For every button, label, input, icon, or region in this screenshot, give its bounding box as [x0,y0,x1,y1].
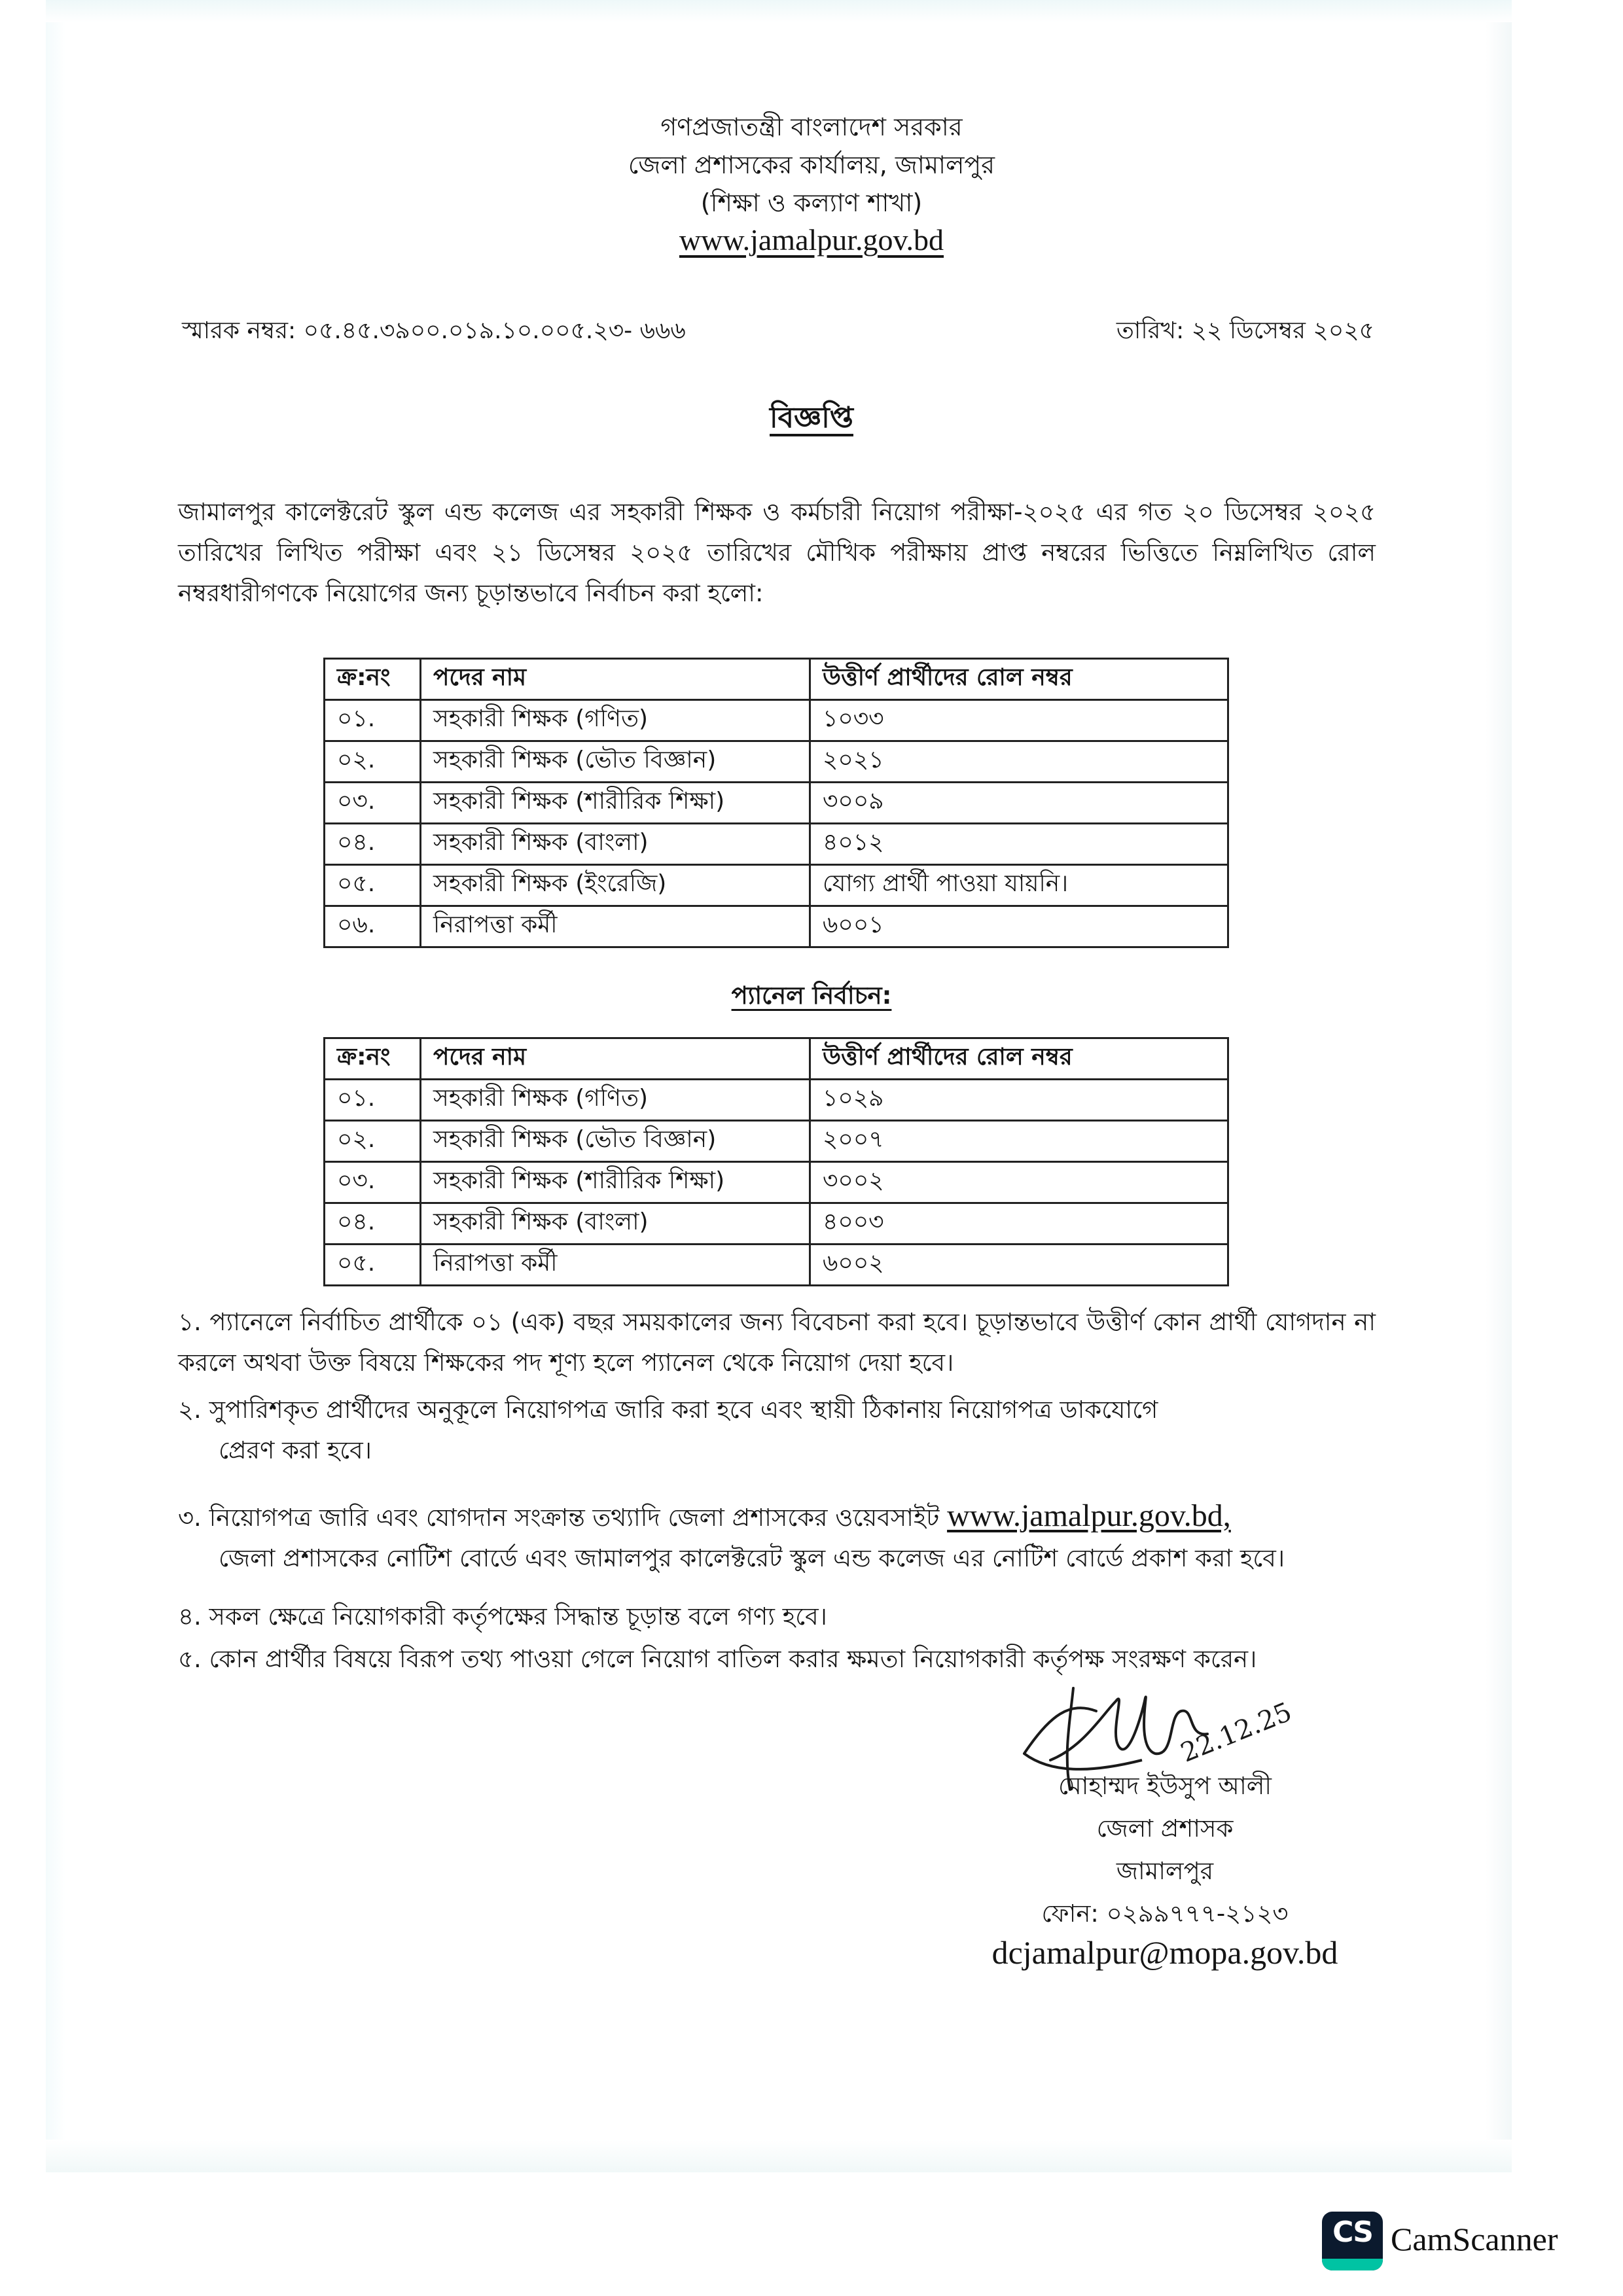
serial-cell: ০২. [325,1121,421,1162]
column-header-post: পদের নাম [421,659,810,700]
serial-cell: ০৪. [325,1203,421,1245]
serial-cell: ০৩. [325,1162,421,1203]
column-header-roll: উত্তীর্ণ প্রার্থীদের রোল নম্বর [810,1038,1228,1080]
intro-paragraph: জামালপুর কালেক্টরেট স্কুল এন্ড কলেজ এর সহকারী শিক্ষক ও কর্মচারী নিয়োগ পরীক্ষা-২০২৫ এর গত ২০ ডিসেম্বর ২০২৫ তারিখের লিখিত পরীক্ষা এবং ২১ ডিসেম্বর ২০২৫ তারিখের মৌখিক পরীক্ষায় প্রাপ্ত নম্বরের ভিত্তিতে নিম্নলিখিত রোল নম্বরধারীগণকে নিয়োগের জন্য চূড়ান্তভাবে নির্বাচন করা হলো: [178,498,1376,607]
note-2-line-1: ২. সুপারিশকৃত প্রার্থীদের অনুকূলে নিয়োগপত্র জারি করা হবে এবং স্থায়ী ঠিকানায় নিয়োগপত্র ডাকযোগে [178,1396,1158,1424]
roll-cell-no-candidate: যোগ্য প্রার্থী পাওয়া যায়নি। [810,865,1228,906]
serial-cell: ০৪. [325,824,421,865]
note-2-line-2: প্রেরণ করা হবে। [219,1436,372,1464]
signature-date: 22.12.25 [1176,1697,1296,1769]
roll-cell: ৩০০৯ [810,783,1228,824]
note-3-line-1 [178,1496,1376,1538]
table-row [325,1203,1228,1245]
column-header-roll: উত্তীর্ণ প্রার্থীদের রোল নম্বর [810,659,1228,700]
post-cell: সহকারী শিক্ষক (ভৌত বিজ্ঞান) [421,1121,810,1162]
post-cell: নিরাপত্তা কর্মী [421,1245,810,1286]
table-row [325,1162,1228,1203]
serial-cell: ০২. [325,741,421,783]
post-cell: সহকারী শিক্ষক (ভৌত বিজ্ঞান) [421,741,810,783]
table-row [325,1080,1228,1121]
post-cell: সহকারী শিক্ষক (গণিত) [421,700,810,741]
header-office: জেলা প্রশাসকের কার্যালয়, জামালপুর [628,150,995,179]
note-2 [178,1390,1376,1471]
signatory-name: মোহাম্মদ ইউসুপ আলী [1058,1772,1272,1800]
header-government: গণপ্রজাতন্ত্রী বাংলাদেশ সরকার [660,113,963,141]
notice-title: বিজ্ঞপ্তি [770,401,853,434]
roll-cell: ২০০৭ [810,1121,1228,1162]
post-cell: সহকারী শিক্ষক (গণিত) [421,1080,810,1121]
table-row [325,783,1228,824]
camscanner-logo-accent [1322,2259,1383,2270]
serial-cell: ০১. [325,1080,421,1121]
table-row [325,1121,1228,1162]
final-selection-table [323,658,1229,948]
column-header-serial: ক্র:নং [325,1038,421,1080]
roll-cell: ৪০১২ [810,824,1228,865]
signatory-designation: জেলা প্রশাসক [1096,1814,1234,1843]
note-3-line-2: জেলা প্রশাসকের নোটিশ বোর্ডে এবং জামালপুর কালেক্টরেট স্কুল এন্ড কলেজ এর নোটিশ বোর্ডে প্রকাশ করা হবে। [219,1544,1285,1572]
camscanner-logo-text: CS [1332,2216,1372,2249]
post-cell: সহকারী শিক্ষক (ইংরেজি) [421,865,810,906]
header-website-link[interactable]: www.jamalpur.gov.bd [679,223,944,256]
note-5: ৫. কোন প্রার্থীর বিষয়ে বিরূপ তথ্য পাওয়া গেলে নিয়োগ বাতিল করার ক্ষমতা নিয়োগকারী কর্তৃপক্ষ সংরক্ষণ করেন। [178,1645,1257,1673]
panel-selection-table [323,1037,1229,1286]
serial-cell: ০৫. [325,865,421,906]
note-3-text: ৩. নিয়োগপত্র জারি এবং যোগদান সংক্রান্ত তথ্যাদি জেলা প্রশাসকের ওয়েবসাইট [178,1504,940,1532]
post-cell: সহকারী শিক্ষক (শারীরিক শিক্ষা) [421,1162,810,1203]
scan-edge-top [46,0,1512,22]
note-3 [178,1496,1376,1579]
column-header-post: পদের নাম [421,1038,810,1080]
panel-section-title: প্যানেল নির্বাচন: [731,981,892,1010]
post-cell: সহকারী শিক্ষক (শারীরিক শিক্ষা) [421,783,810,824]
table-row [325,1245,1228,1286]
column-header-serial: ক্র:নং [325,659,421,700]
post-cell: নিরাপত্তা কর্মী [421,906,810,947]
table-row [325,741,1228,783]
camscanner-brand: CamScanner [1391,2221,1558,2257]
signatory-email-link[interactable]: dcjamalpur@mopa.gov.bd [991,1934,1338,1971]
signatory-district: জামালপুর [1116,1857,1214,1885]
scan-edge-bottom [46,2140,1512,2172]
roll-cell: ২০২১ [810,741,1228,783]
table-header-row [325,659,1228,700]
note-3-website-link[interactable]: www.jamalpur.gov.bd, [947,1498,1231,1533]
note-4: ৪. সকল ক্ষেত্রে নিয়োগকারী কর্তৃপক্ষের সিদ্ধান্ত চূড়ান্ত বলে গণ্য হবে। [178,1602,827,1631]
header-branch: (শিক্ষা ও কল্যাণ শাখা) [700,188,923,217]
roll-cell: ৪০০৩ [810,1203,1228,1245]
table-row [325,824,1228,865]
signatory-phone: ফোন: ০২৯৯৭৭৭-২১২৩ [1041,1899,1289,1928]
table-header-row [325,1038,1228,1080]
roll-cell: ৬০০১ [810,906,1228,947]
camscanner-logo-icon [1322,2212,1383,2270]
table-row [325,906,1228,947]
roll-cell: ৩০০২ [810,1162,1228,1203]
serial-cell: ০৬. [325,906,421,947]
serial-cell: ০১. [325,700,421,741]
serial-cell: ০৩. [325,783,421,824]
note-1: ১. প্যানেলে নির্বাচিত প্রার্থীকে ০১ (এক) বছর সময়কালের জন্য বিবেচনা করা হবে। চূড়ান্তভাবে উত্তীর্ণ কোন প্রার্থী যোগদান না করলে অথবা উক্ত বিষয়ে শিক্ষকের পদ শূণ্য হলে প্যানেল থেকে নিয়োগ দেয়া হবে। [178,1308,1376,1377]
table-row [325,700,1228,741]
roll-cell: ৬০০২ [810,1245,1228,1286]
table-row [325,865,1228,906]
memo-date: তারিখ: ২২ ডিসেম্বর ২০২৫ [1116,317,1374,344]
serial-cell: ০৫. [325,1245,421,1286]
roll-cell: ১০২৯ [810,1080,1228,1121]
post-cell: সহকারী শিক্ষক (বাংলা) [421,824,810,865]
post-cell: সহকারী শিক্ষক (বাংলা) [421,1203,810,1245]
memo-number: স্মারক নম্বর: ০৫.৪৫.৩৯০০.০১৯.১০.০০৫.২৩- ৬৬৬ [182,317,686,344]
roll-cell: ১০৩৩ [810,700,1228,741]
